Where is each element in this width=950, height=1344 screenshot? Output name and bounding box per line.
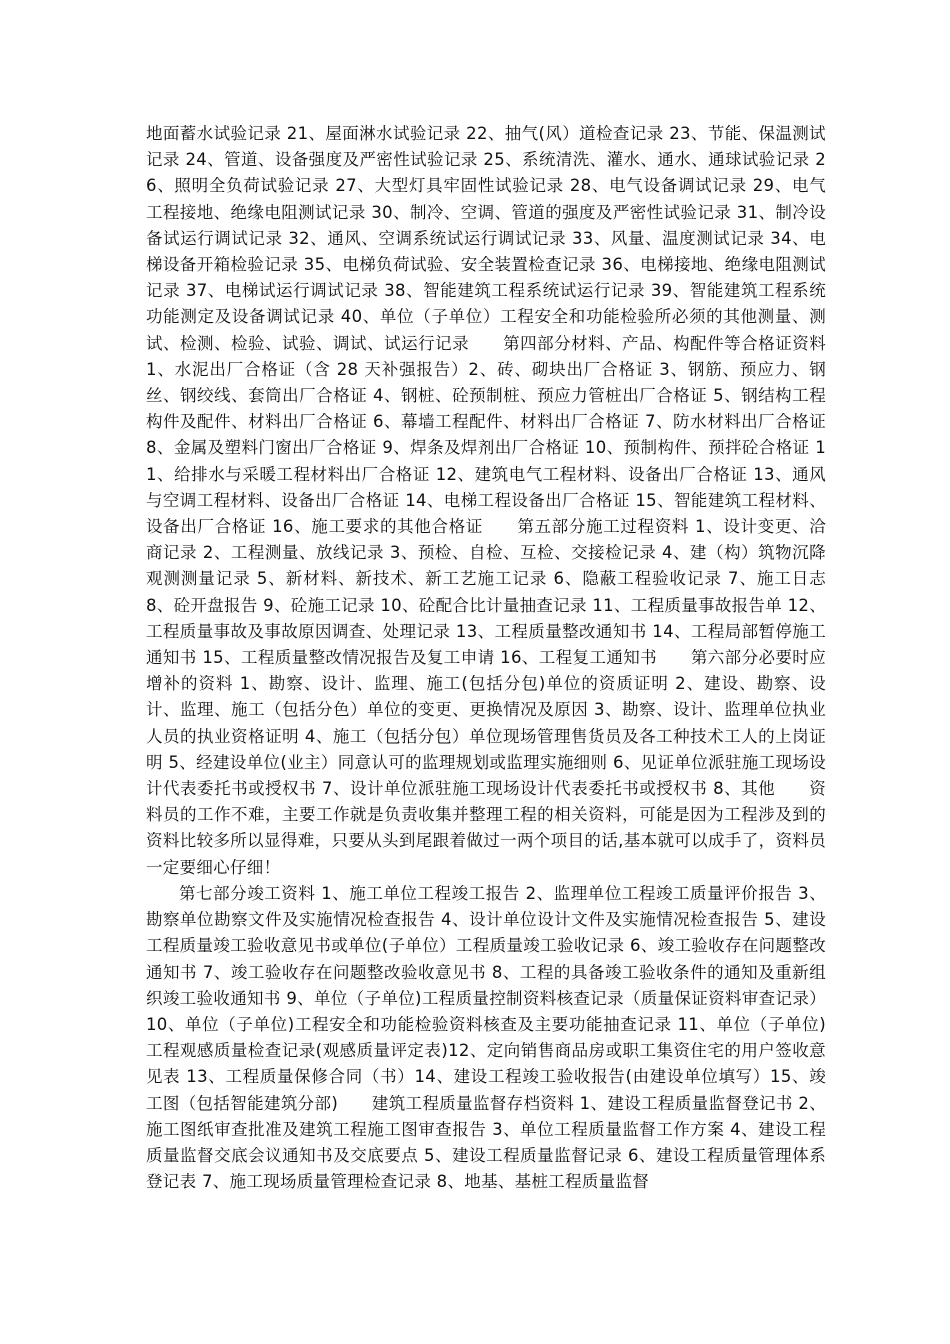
body-paragraph-1: 地面蓄水试验记录 21、屋面淋水试验记录 22、抽气(风）道检查记录 23、节能、保温测试记录 24、管道、设备强度及严密性试验记录 25、系统清洗、灌水、通水、通球试验记录 26、照明全负荷试验记录 27、大型灯具牢固性试验记录 28、电气设备调试记录 29、电气工程接地、绝缘电阻测试记录 30、制冷、空调、管道的强度及严密性试验记录 31、制冷设备试运行调试记录 32、通风、空调系统试运行调试记录 33、风量、温度测试记录 34、电梯设备开箱检验记录 35、电梯负荷试验、安全装置检查记录 36、电梯接地、绝缘电阻测试记录 37、电梯试运行调试记录 38、智能建筑工程系统试运行记录 39、智能建筑工程系统功能测定及设备调试记录 40、单位（子单位）工程安全和功能检验所必须的其他测量、测试、检测、检验、试验、调试、试运行记录 第四部分材料、产品、构配件等合格证资料 1、水泥出厂合格证（含 28 天补强报告）2、砖、砌块出厂合格证 3、钢筋、预应力、钢丝、钢绞线、套筒出厂合格证 4、钢桩、砼预制桩、预应力管桩出厂合格证 5、钢结构工程构件及配件、材料出厂合格证 6、幕墙工程配件、材料出厂合格证 7、防水材料出厂合格证 8、金属及塑料门窗出厂合格证 9、焊条及焊剂出厂合格证 10、预制构件、预拌砼合格证 11、给排水与采暖工程材料出厂合格证 12、建筑电气工程材料、设备出厂合格证 13、通风与空调工程材料、设备出厂合格证 14、电梯工程设备出厂合格证 15、智能建筑工程材料、设备出厂合格证 16、施工要求的其他合格证 第五部分施工过程资料 1、设计变更、洽商记录 2、工程测量、放线记录 3、预检、自检、互检、交接检记录 4、建（构）筑物沉降观测测量记录 5、新材料、新技术、新工艺施工记录 6、隐蔽工程验收记录 7、施工日志 8、砼开盘报告 9、砼施工记录 10、砼配合比计量抽查记录 11、工程质量事故报告单 12、工程质量事故及事故原因调查、处理记录 13、工程质量整改通知书 14、工程局部暂停施工通知书 15、工程质量整改情况报告及复工申请 16、工程复工通知书 第六部分必要时应增补的资料 1、勘察、设计、监理、施工(包括分包)单位的资质证明 2、建设、勘察、设计、监理、施工（包括分色）单位的变更、更换情况及原因 3、勘察、设计、监理单位执业人员的执业资格证明 4、施工（包括分包）单位现场管理售货员及各工种技术工人的上岗证明 5、经建设单位(业主）同意认可的监理规划或监理实施细则 6、见证单位派驻施工现场设计代表委托书或授权书 7、设计单位派驻施工现场设计代表委托书或授权书 8、其他 资料员的工作不难，主要工作就是负责收集并整理工程的相关资料，可能是因为工程涉及到的资料比较多所以显得难，只要从头到尾跟着做过一两个项目的话,基本就可以成手了，资料员一定要细心仔细！ <box>146 124 826 877</box>
body-paragraph-2: 第七部分竣工资料 1、施工单位工程竣工报告 2、监理单位工程竣工质量评价报告 3、勘察单位勘察文件及实施情况检查报告 4、设计单位设计文件及实施情况检查报告 5、建设工程质量竣工验收意见书或单位(子单位）工程质量竣工验收记录 6、竣工验收存在问题整改通知书 7、竣工验收存在问题整改验收意见书 8、工程的具备竣工验收条件的通知及重新组织竣工验收通知书 9、单位（子单位)工程质量控制资料核查记录（质量保证资料审查记录）10、单位（子单位)工程安全和功能检验资料核查及主要功能抽查记录 11、单位（子单位)工程观感质量检查记录(观感质量评定表)12、定向销售商品房或职工集资住宅的用户签收意见表 13、工程质量保修合同（书）14、建设工程竣工验收报告(由建设单位填写）15、竣工图（包括智能建筑分部) 建筑工程质量监督存档资料 1、建设工程质量监督登记书 2、施工图纸审查批准及建筑工程施工图审查报告 3、单位工程质量监督工作方案 4、建设工程质量监督交底会议通知书及交底要点 5、建设工程质量监督记录 6、建设工程质量管理体系登记表 7、施工现场质量管理检查记录 8、地基、基桩工程质量监督 <box>146 883 826 1192</box>
document-body <box>146 121 826 1195</box>
